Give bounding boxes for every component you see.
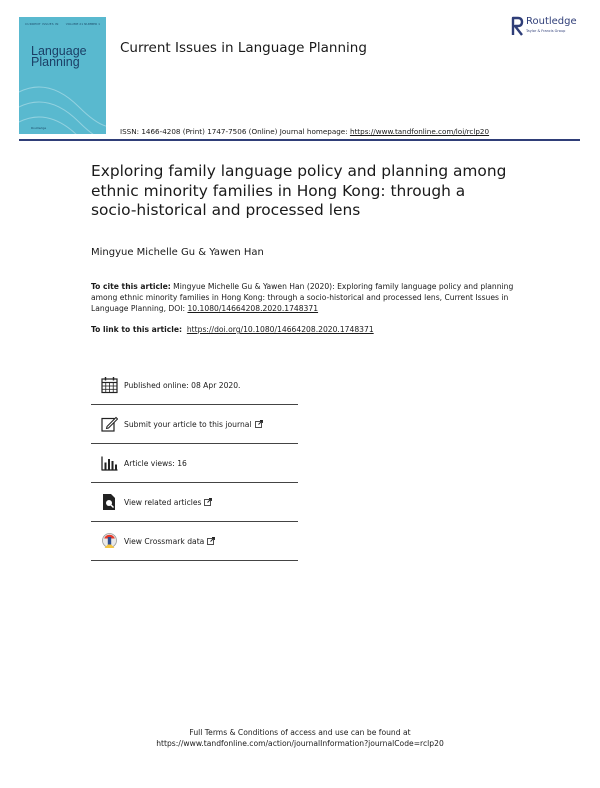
article-info-list: [91, 366, 298, 561]
routledge-logo[interactable]: [511, 16, 583, 42]
related-articles-link[interactable]: [124, 498, 212, 507]
external-link-icon: [255, 420, 263, 428]
calendar-icon: [101, 377, 118, 394]
header-divider: [19, 139, 580, 141]
crossmark-label: View Crossmark data: [124, 536, 205, 546]
link-label: To link to this article:: [91, 325, 183, 334]
cover-issue-label: VOLUME 21 NUMBER 1: [65, 22, 100, 26]
journal-homepage-link[interactable]: https://www.tandfonline.com/loi/rclp20: [349, 127, 490, 136]
external-link-icon: [207, 537, 215, 545]
submit-article-label: Submit your article to this journal: [124, 419, 252, 429]
terms-footer-url[interactable]: https://www.tandfonline.com/action/journalInformation?journalCode=rclp20: [156, 739, 444, 748]
crossmark-icon: [101, 533, 118, 550]
submit-article-link[interactable]: [124, 420, 263, 429]
submit-article-item[interactable]: [91, 405, 298, 444]
routledge-r-icon: [511, 16, 524, 36]
article-link-line: [91, 325, 374, 334]
issn-line: [120, 127, 489, 136]
journal-cover: [19, 17, 106, 134]
citation-text: Mingyue Michelle Gu & Yawen Han (2020): Exploring family language policy and planning among ethnic minority families in Hong Kong: through a socio-historical and processed lens, Current Issues in Language Planning, DOI:: [91, 282, 514, 313]
related-articles-item[interactable]: [91, 483, 298, 522]
terms-footer: [0, 727, 600, 749]
article-title: Exploring family language policy and planning among ethnic minority families in Hong Kong: through a socio-historical and processed lens: [91, 162, 507, 219]
logo-wordmark: Routledge: [526, 16, 577, 27]
crossmark-link[interactable]: [124, 537, 215, 546]
crossmark-item[interactable]: [91, 522, 298, 561]
terms-footer-line1: Full Terms & Conditions of access and use can be found at: [189, 728, 411, 737]
cover-swirl-pattern: [19, 67, 106, 134]
related-articles-label: View related articles: [124, 497, 202, 507]
bar-chart-icon: [101, 455, 118, 472]
external-link-icon: [204, 498, 212, 506]
citation-block: [91, 281, 521, 314]
citation-doi-link[interactable]: 10.1080/14664208.2020.1748371: [187, 304, 319, 313]
article-views-item: [91, 444, 298, 483]
issn-text: ISSN: 1466-4208 (Print) 1747-7506 (Online) Journal homepage:: [120, 127, 350, 136]
article-views-text: Article views: 16: [124, 458, 187, 468]
logo-tagline: Taylor & Francis Group: [526, 29, 566, 33]
published-online-item: [91, 366, 298, 405]
cover-title: Language Planning: [31, 44, 87, 69]
article-authors: Mingyue Michelle Gu & Yawen Han: [91, 247, 264, 258]
citation-label: To cite this article:: [91, 282, 171, 291]
cover-series-label: CURRENT ISSUES IN: [25, 22, 59, 26]
document-search-icon: [101, 494, 118, 511]
published-online-text: Published online: 08 Apr 2020.: [124, 380, 241, 390]
journal-title: Current Issues in Language Planning: [120, 40, 367, 56]
cover-publisher: Routledge: [31, 126, 47, 130]
article-doi-url[interactable]: https://doi.org/10.1080/14664208.2020.1748371: [186, 325, 374, 334]
edit-pencil-icon: [101, 416, 118, 433]
